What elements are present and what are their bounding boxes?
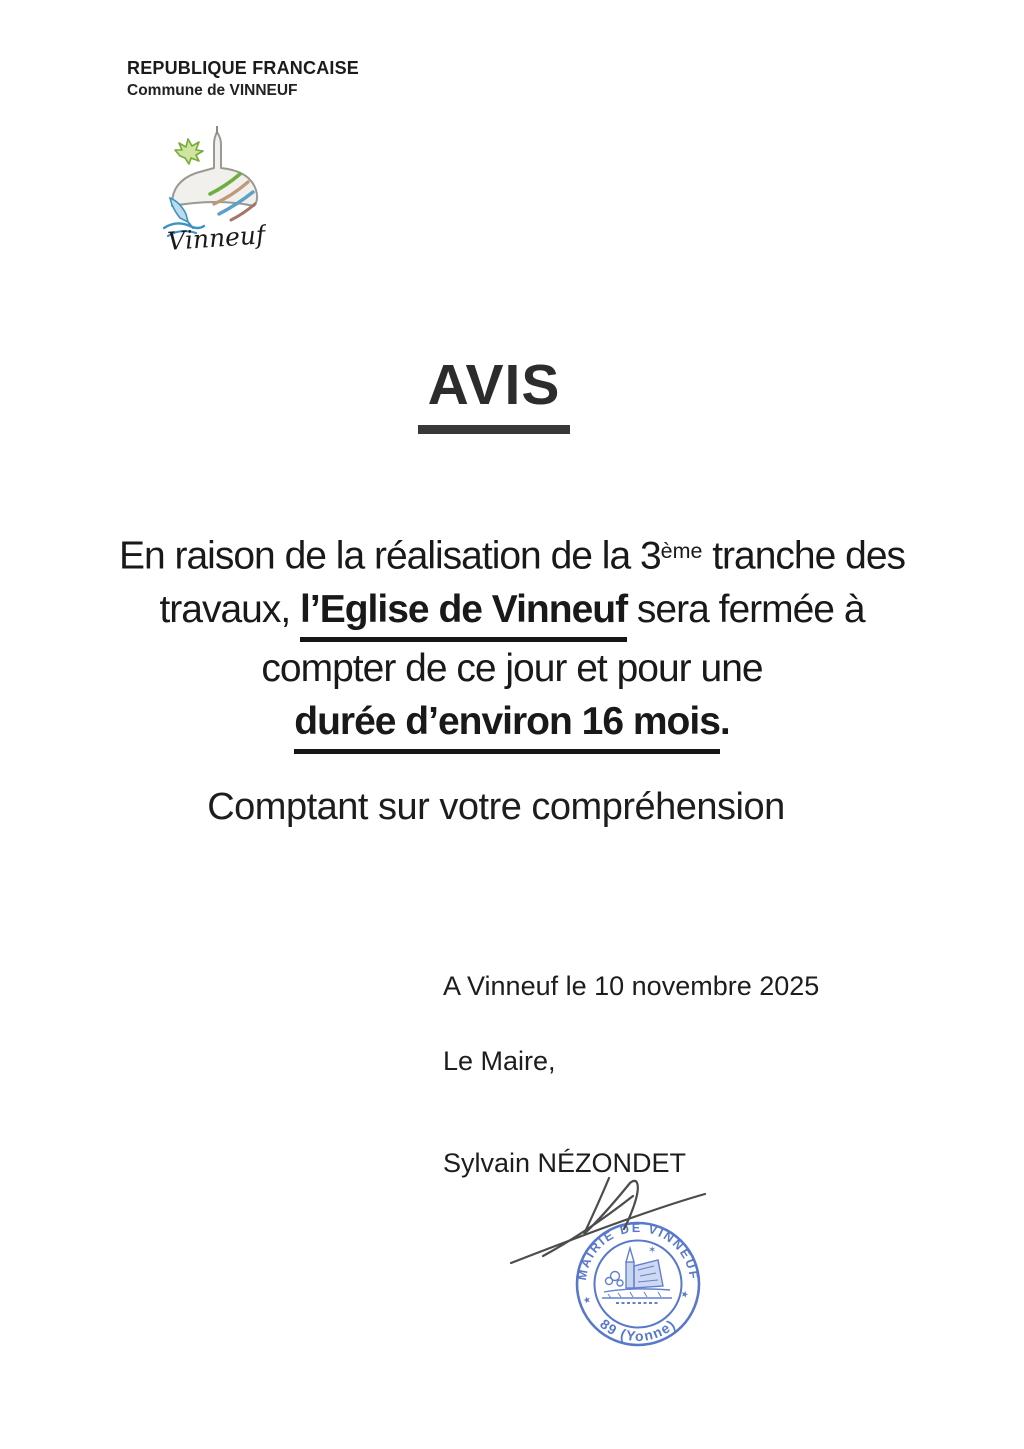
commune-line: Commune de VINNEUF bbox=[127, 82, 298, 99]
notice-body bbox=[0, 525, 1024, 754]
ordinal-superscript: ème bbox=[660, 539, 703, 563]
body-line-2 bbox=[0, 583, 1024, 642]
handwritten-signature bbox=[498, 1172, 728, 1272]
body-line-4 bbox=[0, 695, 1024, 754]
church-name-emphasis: l’Eglise de Vinneuf bbox=[300, 583, 627, 642]
body-line-2-text: travaux, bbox=[159, 587, 301, 631]
body-line-3: compter de ce jour et pour une bbox=[261, 646, 763, 690]
republic-line: REPUBLIQUE FRANCAISE bbox=[127, 58, 360, 78]
stamp-star-right-icon: ★ bbox=[679, 1288, 690, 1301]
body-line-2-tail: sera fermée à bbox=[627, 587, 865, 631]
church-icon bbox=[172, 126, 257, 206]
stamp-top-text: MAIRIE DE VINNEUF bbox=[574, 1220, 702, 1282]
body-line-1 bbox=[0, 525, 1024, 583]
body-line-1-text: En raison de la réalisation de la 3 bbox=[118, 534, 661, 578]
signatory-name: Sylvain NÉZONDET bbox=[443, 1148, 687, 1178]
closing-line: Comptant sur votre compréhension bbox=[207, 786, 785, 828]
body-line-4-period: . bbox=[719, 699, 730, 743]
notice-title: AVIS bbox=[418, 352, 571, 434]
dateline: A Vinneuf le 10 novembre 2025 bbox=[443, 971, 820, 1001]
body-line-1-tail: tranche des bbox=[702, 534, 906, 578]
vinneuf-logo bbox=[158, 124, 266, 256]
signatory-role: Le Maire, bbox=[443, 1046, 556, 1076]
stamp-bottom-text: 89 (Yonne) bbox=[597, 1315, 679, 1345]
title-row bbox=[0, 352, 1024, 434]
letterhead bbox=[127, 58, 359, 100]
logo-wordmark: Vinneuf bbox=[166, 220, 266, 256]
stamp-star-left-icon: ★ bbox=[581, 1293, 593, 1306]
duration-emphasis: durée d’environ 16 mois bbox=[294, 695, 720, 754]
leaf-icon bbox=[175, 139, 203, 164]
stamp-sun-icon: ✶ bbox=[648, 1245, 657, 1256]
